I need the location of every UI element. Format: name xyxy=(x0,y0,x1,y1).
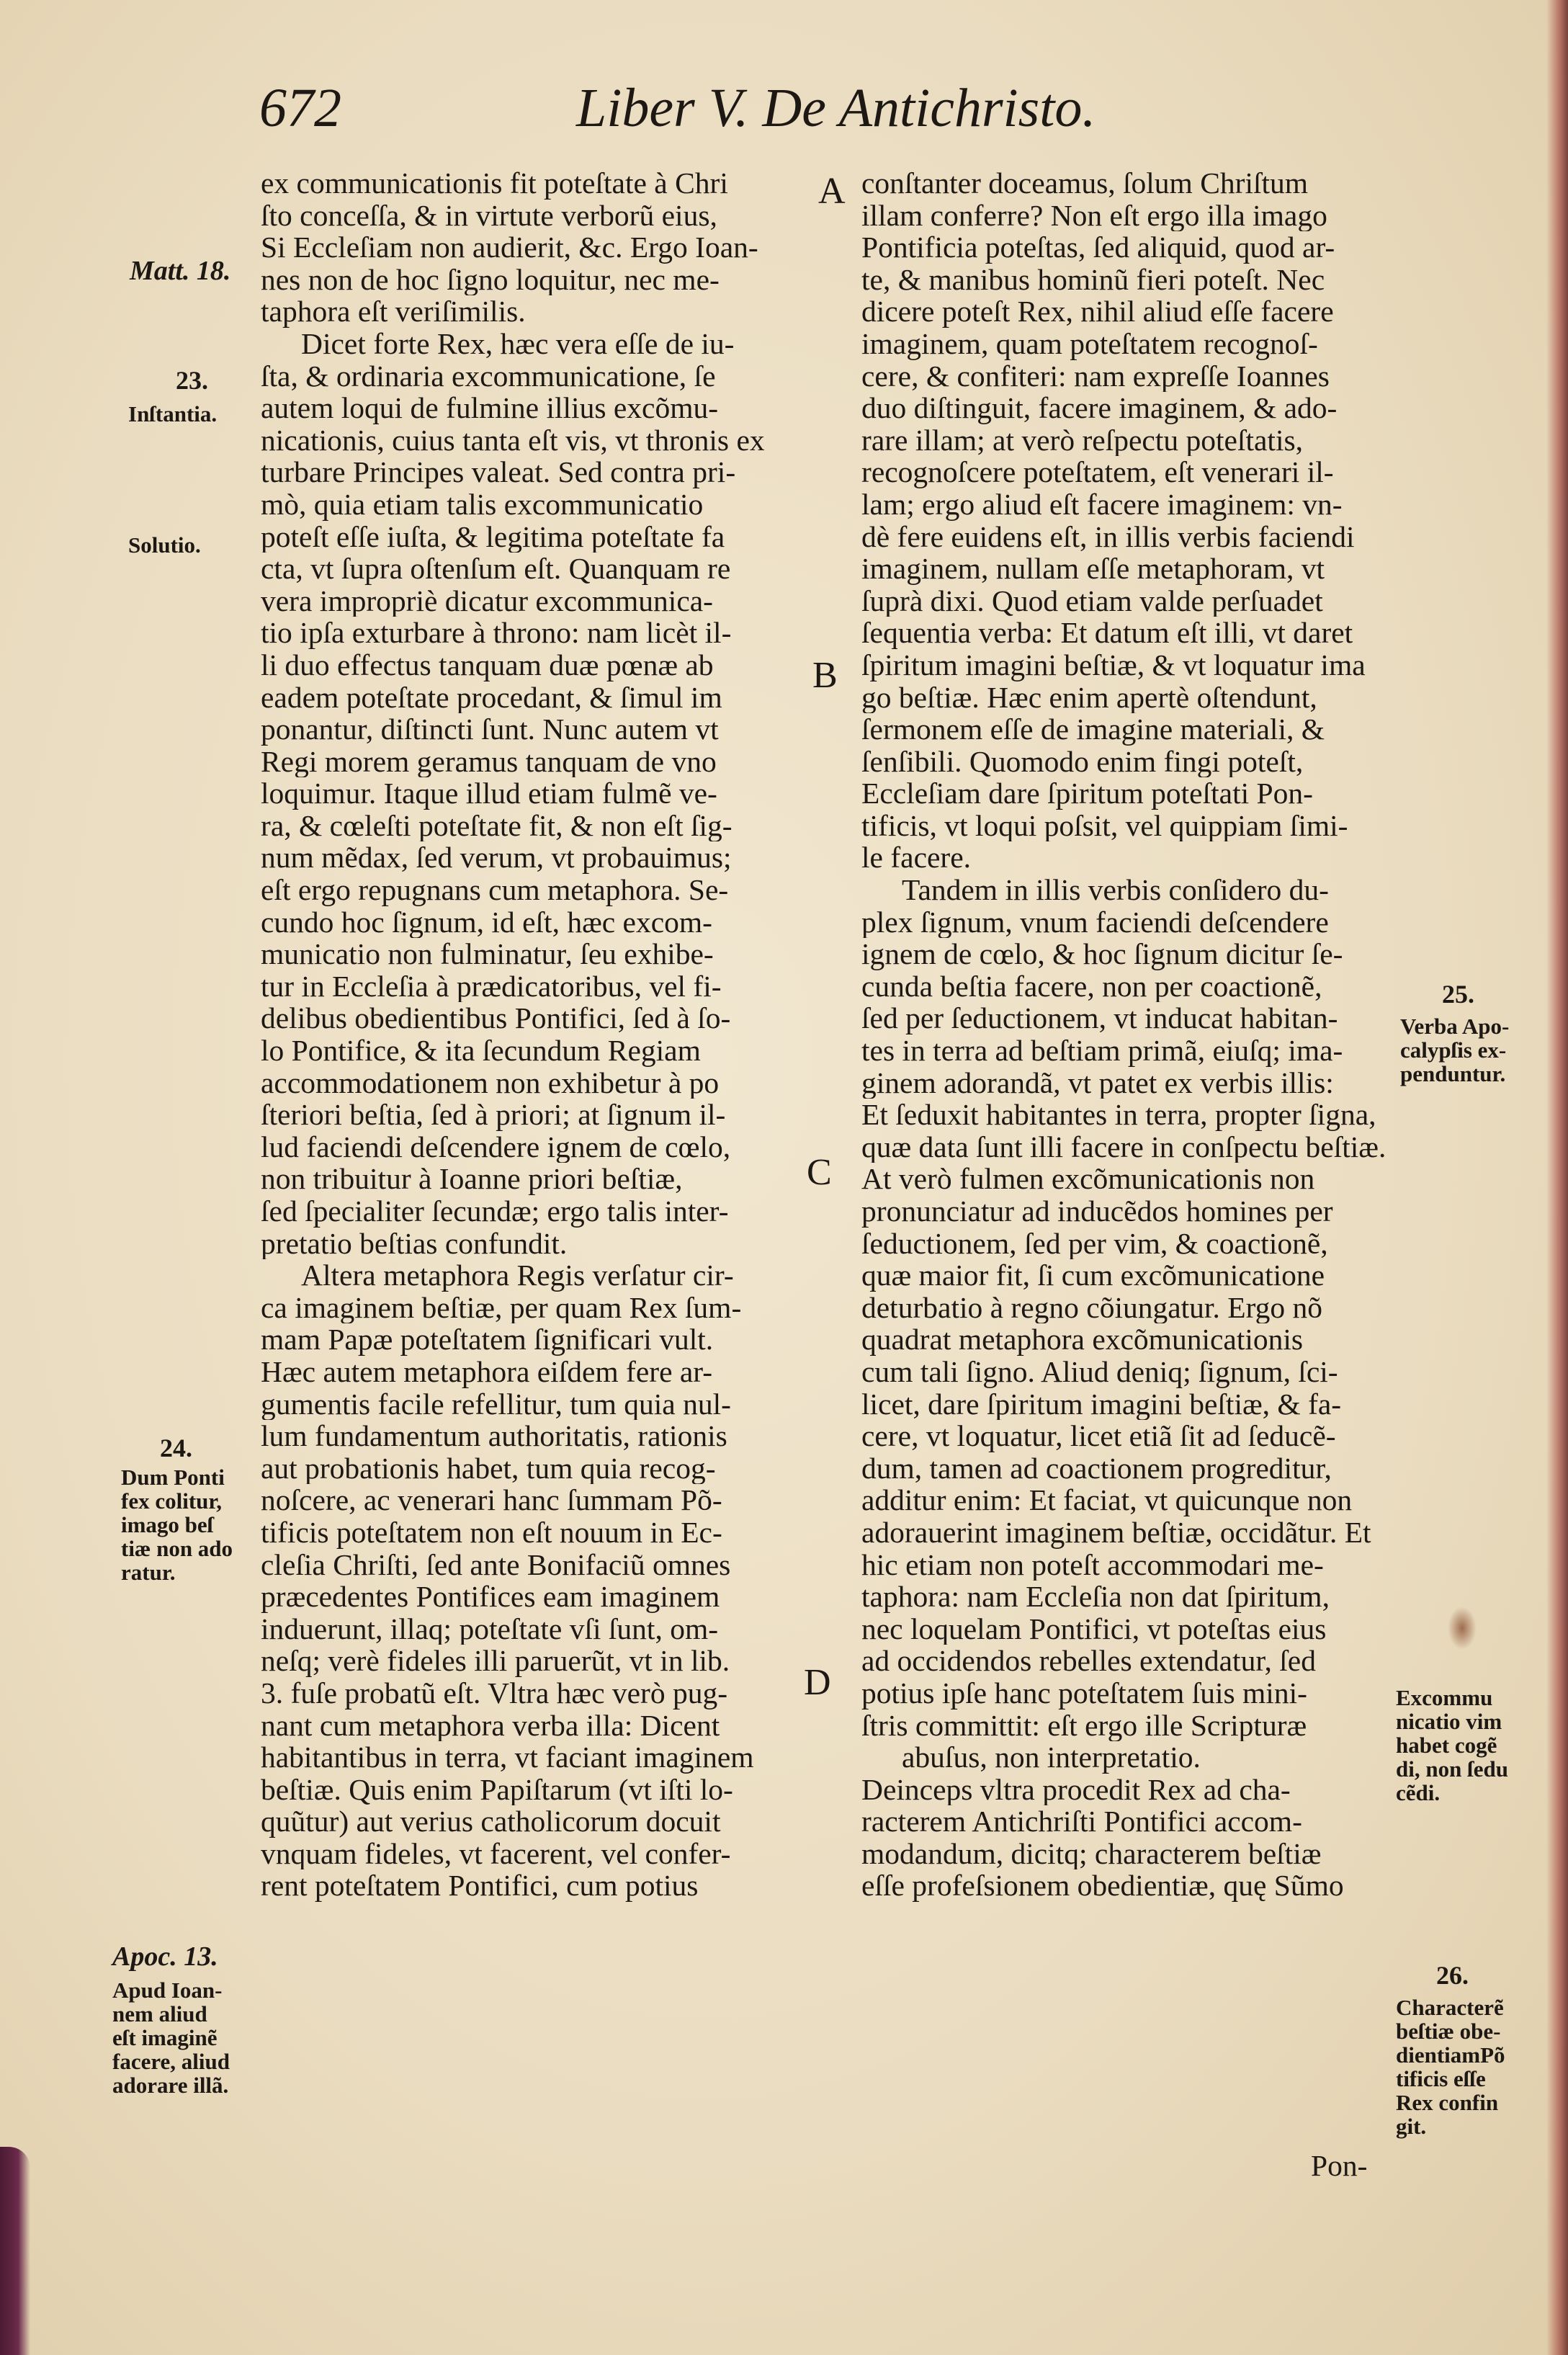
text-line: vnquam fideles, vt facerent, vel confer- xyxy=(261,1837,731,1870)
text-line: ignem de cœlo, & hoc ſignum dicitur ſe- xyxy=(861,938,1343,970)
text-line: Pontificia poteſtas, ſed aliquid, quod ar- xyxy=(861,231,1335,264)
margin-ref-matt: Matt. 18. xyxy=(130,256,231,286)
text-line: ſenſibili. Quomodo enim fingi poteſt, xyxy=(861,745,1304,778)
text-line: adorauerint imaginem beſtiæ, occidãtur. Et xyxy=(861,1516,1371,1549)
text-line: beſtiæ. Quis enim Papiſtarum (vt iſti lo- xyxy=(261,1773,733,1806)
text-line: hic etiam non poteſt accommodari me- xyxy=(861,1548,1324,1581)
text-line: tio ipſa exturbare à throno: nam licèt il- xyxy=(261,617,732,649)
text-line: municatio non fulminatur, ſeu exhibe- xyxy=(261,938,714,970)
text-line: recognoſcere poteſtatem, eſt venerari il- xyxy=(861,456,1334,488)
text-line: lud faciendi deſcendere ignem de cœlo, xyxy=(261,1130,731,1163)
text-line: ſto conceſſa, & in virtute verborũ eius, xyxy=(261,199,717,232)
text-line: duo diſtinguit, facere imaginem, & ado- xyxy=(861,392,1338,424)
text-line: nec loquelam Pontifici, vt poteſtas eius xyxy=(861,1612,1327,1645)
text-line: illam conferre? Non eſt ergo illa imago xyxy=(861,199,1327,232)
text-line: Hæc autem metaphora eiſdem fere ar- xyxy=(261,1355,713,1388)
margin-note-solutio: Solutio. xyxy=(128,532,201,558)
text-line: rent poteſtatem Pontifici, cum potius xyxy=(261,1869,699,1903)
text-line: turbare Principes valeat. Sed contra pri- xyxy=(261,456,736,488)
text-line: cere, & confiteri: nam expreſſe Ioannes xyxy=(861,359,1330,393)
text-line: racterem Antichriſti Pontifici accom- xyxy=(861,1805,1302,1838)
text-line: le facere. xyxy=(861,841,972,875)
margin-note-excommunicatio: Excommu nicatio vim habet cogẽ di, non ſedu cẽdi. xyxy=(1396,1685,1508,1805)
text-line: poteſt eſſe iuſta, & legitima poteſtate fa xyxy=(261,520,725,553)
page-edge-shadow xyxy=(1546,0,1568,2355)
text-line: loquimur. Itaque illud etiam fulmẽ ve- xyxy=(261,777,717,810)
margin-note-25: Verba Apo- calypſis ex- penduntur. xyxy=(1400,1014,1510,1086)
text-line: cundo hoc ſignum, id eſt, hæc excom- xyxy=(261,906,712,939)
text-line: modandum, dicitq; characterem beſtiæ xyxy=(861,1837,1322,1870)
text-line: neſq; verè fideles illi paruerũt, vt in lib. xyxy=(261,1645,730,1677)
text-line: Tandem in illis verbis conſidero du- xyxy=(902,874,1329,906)
section-letter-d: D xyxy=(804,1662,831,1703)
margin-ref-apoc: Apoc. 13. xyxy=(112,1941,218,1972)
section-letter-b: B xyxy=(812,655,838,696)
text-line: mò, quia etiam talis excommunicatio xyxy=(261,488,704,521)
text-line: ſed ſpecialiter ſecundæ; ergo talis inter- xyxy=(261,1195,729,1228)
text-line: ad occidendos rebelles extendatur, ſed xyxy=(861,1645,1316,1677)
text-line: rare illam; at verò reſpectu poteſtatis, xyxy=(861,424,1304,457)
text-line: additur enim: Et faciat, vt quicunque non xyxy=(861,1484,1353,1516)
text-line: habitantibus in terra, vt faciant imaginem xyxy=(261,1741,754,1774)
margin-number-26: 26. xyxy=(1436,1961,1469,1990)
text-line: plex ſignum, vnum faciendi deſcendere xyxy=(861,906,1329,939)
text-line: te, & manibus hominũ fieri poteſt. Nec xyxy=(861,263,1325,296)
margin-note-instantia: Inſtantia. xyxy=(128,401,218,426)
text-line: lum fundamentum authoritatis, rationis xyxy=(261,1420,727,1452)
text-line: ex communicationis fit poteſtate à Chri xyxy=(261,167,728,200)
text-line: induerunt, illaq; poteſtate vſi ſunt, om- xyxy=(261,1612,719,1645)
text-line: cta, vt ſupra oſtenſum eſt. Quanquam re xyxy=(261,553,731,585)
text-line: noſcere, ac venerari hanc ſummam Põ- xyxy=(261,1484,722,1516)
text-line: ginem adorandã, vt patet ex verbis illis: xyxy=(861,1066,1334,1099)
text-line: pretatio beſtias confundit. xyxy=(261,1227,568,1260)
text-line: tificis, vt loqui poſsit, vel quippiam ſimi- xyxy=(861,809,1348,842)
text-line: At verò fulmen excõmunicationis non xyxy=(861,1163,1315,1195)
text-line: tes in terra ad beſtiam primã, eiuſq; ima- xyxy=(861,1034,1343,1067)
text-line: li duo effectus tanquam duæ pœnæ ab xyxy=(261,648,714,682)
text-line: Altera metaphora Regis verſatur cir- xyxy=(301,1259,734,1292)
text-line: quæ data ſunt illi facere in conſpectu beſtiæ. xyxy=(861,1130,1386,1163)
text-line: quũtur) aut verius catholicorum docuit xyxy=(261,1805,721,1838)
text-line: eſt ergo repugnans cum metaphora. Se- xyxy=(261,874,729,906)
text-line: tur in Eccleſia à prædicatoribus, vel fi- xyxy=(261,970,722,1003)
text-line: Et ſeduxit habitantes in terra, propter ſigna, xyxy=(861,1099,1376,1131)
text-line: ſpiritum imagini beſtiæ, & vt loquatur ima xyxy=(861,648,1366,682)
margin-number-23: 23. xyxy=(176,366,208,395)
ink-smudge xyxy=(1448,1607,1477,1650)
text-line: cere, vt loquatur, licet etiã ſit ad ſeducẽ- xyxy=(861,1420,1336,1452)
text-line: go beſtiæ. Hæc enim apertè oſtendunt, xyxy=(861,681,1317,714)
text-line: nicationis, cuius tanta eſt vis, vt thronis ex xyxy=(261,424,765,457)
margin-note-apoc: Apud Ioan- nem aliud eſt imaginẽ facere, aliud adorare illã. xyxy=(112,1978,230,2098)
text-line: Eccleſiam dare ſpiritum poteſtati Pon- xyxy=(861,777,1313,810)
text-line: imaginem, quam poteſtatem recognoſ- xyxy=(861,327,1318,360)
section-letter-c: C xyxy=(807,1152,832,1193)
text-line: ca imaginem beſtiæ, per quam Rex ſum- xyxy=(261,1291,742,1324)
text-line: ſermonem eſſe de imagine materiali, & xyxy=(861,713,1325,746)
text-line: accommodationem non exhibetur à po xyxy=(261,1066,720,1099)
text-line: cum tali ſigno. Aliud deniq; ſignum, ſci- xyxy=(861,1355,1338,1388)
text-line: cleſia Chriſti, ſed ante Bonifaciũ omnes xyxy=(261,1548,731,1581)
text-line: dè fere euidens eſt, in illis verbis faciendi xyxy=(861,520,1355,553)
text-line: nant cum metaphora verba illa: Dicent xyxy=(261,1709,720,1742)
text-line: Deinceps vltra procedit Rex ad cha- xyxy=(861,1773,1291,1806)
text-line: ſta, & ordinaria excommunicatione, ſe xyxy=(261,359,716,393)
text-line: ſteriori beſtia, ſed à priori; at ſignum il- xyxy=(261,1099,726,1131)
text-line: taphora: nam Eccleſia non dat ſpiritum, xyxy=(861,1581,1330,1613)
text-line: cunda beſtia facere, non per coactionẽ, xyxy=(861,970,1322,1003)
text-line: aut probationis habet, tum quia recog- xyxy=(261,1452,716,1485)
text-line: Regi morem geramus tanquam de vno xyxy=(261,745,717,778)
text-line: ſequentia verba: Et datum eſt illi, vt daret xyxy=(861,617,1353,649)
text-line: ponantur, diſtincti ſunt. Nunc autem vt xyxy=(261,713,719,746)
binding-edge xyxy=(0,2147,30,2355)
text-line: ſeductionem, ſed per vim, & coactionẽ, xyxy=(861,1227,1328,1260)
margin-number-24: 24. xyxy=(160,1434,192,1462)
text-line: eſſe profeſsionem obedientiæ, quę Sũmo xyxy=(861,1869,1344,1903)
text-line: dum, tamen ad coactionem progreditur, xyxy=(861,1452,1332,1485)
text-line: Dicet forte Rex, hæc vera eſſe de iu- xyxy=(301,327,735,360)
text-line: nes non de hoc ſigno loquitur, nec me- xyxy=(261,263,720,296)
running-title: Liber V. De Antichristo. xyxy=(576,78,1096,138)
text-line: lo Pontifice, & ita ſecundum Regiam xyxy=(261,1034,701,1067)
page-number: 672 xyxy=(259,78,341,138)
text-line: non tribuitur à Ioanne priori beſtiæ, xyxy=(261,1163,683,1195)
text-line: ſtris committit: eſt ergo ille Scripturæ xyxy=(861,1709,1307,1742)
text-line: ſed per ſeductionem, vt inducat habitan- xyxy=(861,1002,1338,1035)
text-line: conſtanter doceamus, ſolum Chriſtum xyxy=(861,167,1309,200)
running-header xyxy=(259,72,1096,144)
text-line: pronunciatur ad inducẽdos homines per xyxy=(861,1195,1333,1228)
text-line: gumentis facile refellitur, tum quia nul- xyxy=(261,1387,731,1421)
text-line: autem loqui de fulmine illius excõmu- xyxy=(261,392,719,424)
right-text-column xyxy=(861,167,1393,1902)
text-line: quæ maior fit, ſi cum excõmunicatione xyxy=(861,1259,1325,1292)
catchword: Pon- xyxy=(1311,2149,1368,2182)
text-line: abuſus, non interpretatio. xyxy=(902,1741,1201,1774)
text-line: delibus obedientibus Pontifici, ſed à ſo- xyxy=(261,1002,731,1035)
margin-number-25: 25. xyxy=(1442,980,1474,1009)
text-line: mam Papæ poteſtatem ſignificari vult. xyxy=(261,1323,714,1356)
text-line: præcedentes Pontifices eam imaginem xyxy=(261,1581,720,1613)
text-line: dicere poteſt Rex, nihil aliud eſſe facere xyxy=(861,295,1334,328)
text-line: ra, & cœleſti poteſtate fit, & non eſt ſig- xyxy=(261,809,733,842)
margin-note-24: Dum Ponti fex colitur, imago beſ tiæ non ado ratur. xyxy=(121,1465,233,1585)
text-line: Si Eccleſiam non audierit, &c. Ergo Ioan- xyxy=(261,231,758,264)
margin-note-26: Characterẽ beſtiæ obe- dientiamPõ tificis eſſe Rex confin git. xyxy=(1396,1995,1505,2139)
text-line: imaginem, nullam eſſe metaphoram, vt xyxy=(861,553,1325,585)
text-line: quadrat metaphora excõmunicationis xyxy=(861,1323,1304,1356)
text-line: eadem poteſtate procedant, & ſimul im xyxy=(261,681,722,714)
text-line: licet, dare ſpiritum imagini beſtiæ, & fa- xyxy=(861,1387,1342,1421)
text-line: num mẽdax, ſed verum, vt probauimus; xyxy=(261,841,732,875)
text-line: vera impropriè dicatur excommunica- xyxy=(261,584,713,617)
left-text-column xyxy=(261,167,779,1902)
text-line: potius ipſe hanc poteſtatem ſuis mini- xyxy=(861,1676,1307,1710)
section-letter-a: A xyxy=(818,171,846,212)
text-line: tificis poteſtatem non eſt nouum in Ec- xyxy=(261,1516,722,1549)
text-line: lam; ergo aliud eſt facere imaginem: vn- xyxy=(861,488,1343,521)
text-line: ſuprà dixi. Quod etiam valde perſuadet xyxy=(861,584,1323,617)
text-line: taphora eſt veriſimilis. xyxy=(261,295,526,328)
text-line: 3. fuſe probatũ eſt. Vltra hæc verò pug- xyxy=(261,1676,728,1710)
text-line: deturbatio à regno cõiungatur. Ergo nõ xyxy=(861,1291,1323,1324)
